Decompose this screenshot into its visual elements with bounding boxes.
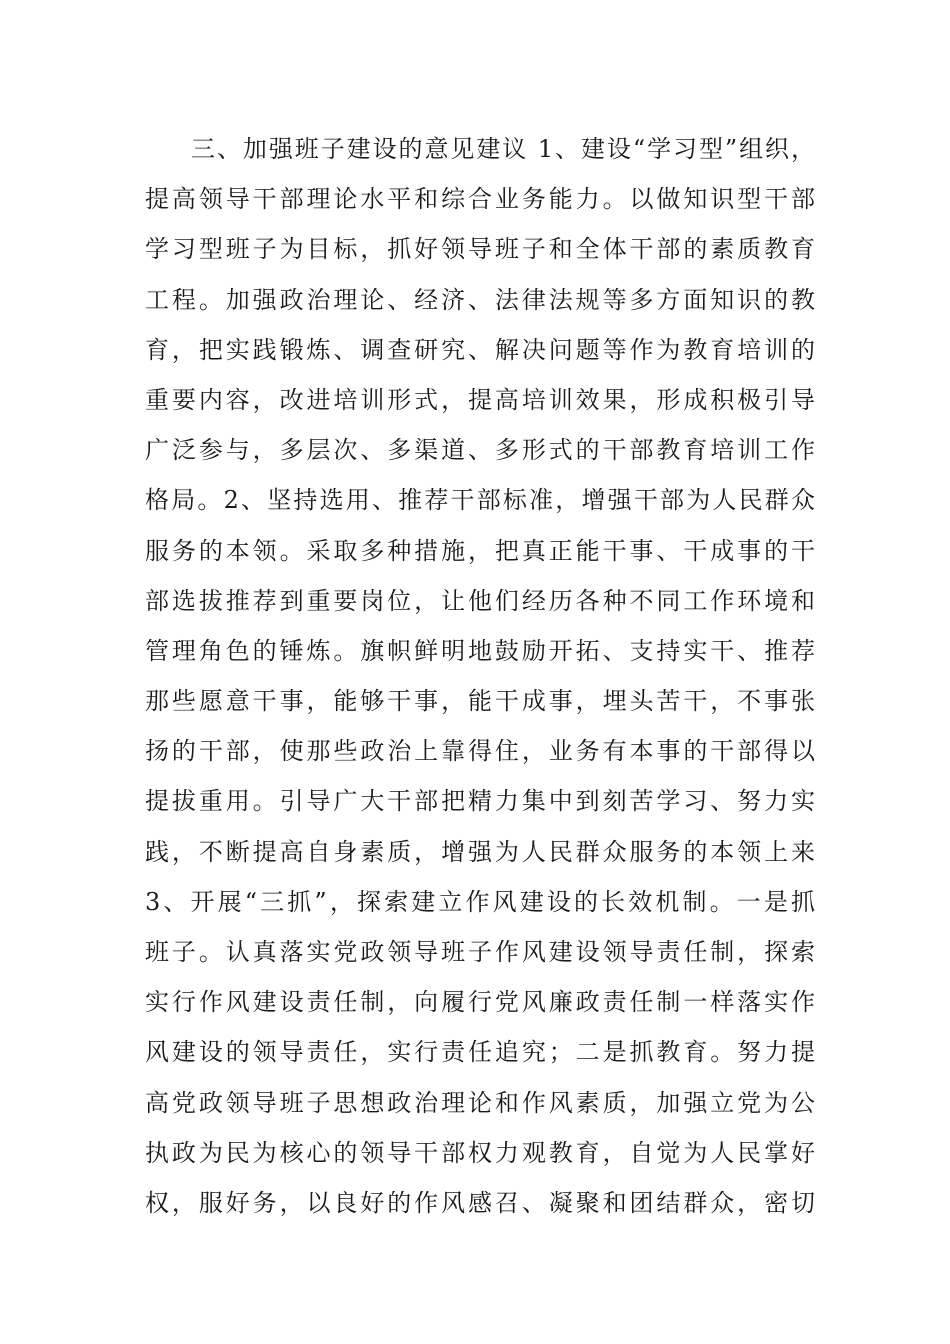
text-line: 育，把实践锻炼、调查研究、解决问题等作为教育培训的 bbox=[145, 335, 815, 364]
text-line: 扬的干部，使那些政治上靠得住，业务有本事的干部得以 bbox=[145, 737, 815, 766]
text-line: 权，服好务，以良好的作风感召、凝聚和团结群众，密切 bbox=[145, 1188, 815, 1217]
document-body bbox=[145, 124, 815, 1228]
text-line: 风建设的领导责任，实行责任追究；二是抓教育。努力提 bbox=[145, 1038, 815, 1067]
text-line: 班子。认真落实党政领导班子作风建设领导责任制，探索 bbox=[145, 938, 815, 966]
text-line: 提高领导干部理论水平和综合业务能力。以做知识型干部 bbox=[145, 185, 815, 214]
text-line: 执政为民为核心的领导干部权力观教育，自觉为人民掌好 bbox=[145, 1138, 815, 1167]
text-line: 部选拔推荐到重要岗位，让他们经历各种不同工作环境和 bbox=[145, 586, 815, 615]
text-line: 践，不断提高自身素质，增强为人民群众服务的本领上来 bbox=[145, 837, 815, 866]
text-line: 广泛参与，多层次、多渠道、多形式的干部教育培训工作 bbox=[145, 436, 815, 465]
text-line: 3、开展“三抓”，探索建立作风建设的长效机制。一是抓 bbox=[145, 887, 815, 916]
text-line: 管理角色的锤炼。旗帜鲜明地鼓励开拓、支持实干、推荐 bbox=[145, 636, 815, 665]
text-line: 实行作风建设责任制，向履行党风廉政责任制一样落实作 bbox=[145, 988, 815, 1017]
text-line: 那些愿意干事，能够干事，能干成事，埋头苦干，不事张 bbox=[145, 687, 815, 716]
text-line: 重要内容，改进培训形式，提高培训效果，形成积极引导 bbox=[145, 385, 815, 414]
text-line: 高党政领导班子思想政治理论和作风素质，加强立党为公 bbox=[145, 1088, 815, 1117]
text-line: 三、加强班子建设的意见建议 1、建设“学习型”组织， bbox=[191, 135, 815, 163]
text-line: 学习型班子为目标，抓好领导班子和全体干部的素质教育 bbox=[145, 235, 815, 264]
text-line: 服务的本领。采取多种措施，把真正能干事、干成事的干 bbox=[145, 536, 815, 565]
text-line: 格局。2、坚持选用、推荐干部标准，增强干部为人民群众 bbox=[145, 486, 815, 515]
text-line: 提拔重用。引导广大干部把精力集中到刻苦学习、努力实 bbox=[145, 787, 815, 816]
text-line: 工程。加强政治理论、经济、法律法规等多方面知识的教 bbox=[145, 285, 815, 314]
